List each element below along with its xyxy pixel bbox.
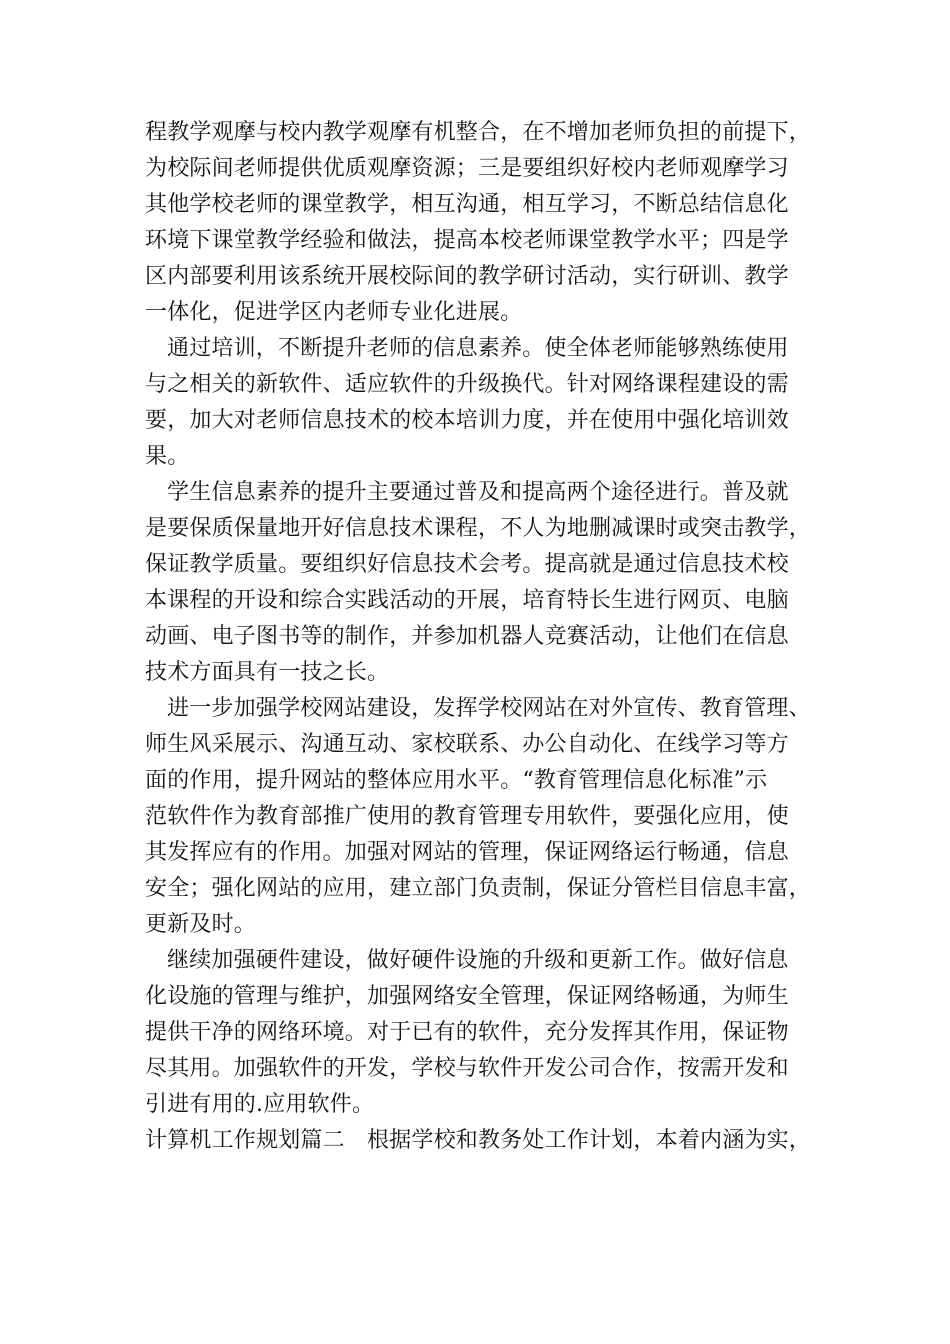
paragraph-4 (145, 691, 815, 943)
text-line: 通过培训，不断提升老师的信息素养。使全体老师能够熟练使用 (167, 336, 789, 361)
paragraph-1 (145, 115, 815, 331)
text-line: 其他学校老师的课堂教学，相互沟通，相互学习，不断总结信息化 (145, 192, 789, 217)
text-line: 范软件作为教育部推广使用的教育管理专用软件，要强化应用，使 (145, 804, 789, 829)
text-line: 学生信息素养的提升主要通过普及和提高两个途径进行。普及就 (167, 480, 789, 505)
paragraph-2 (145, 331, 815, 475)
text-line: 技术方面具有一技之长。 (145, 660, 390, 685)
document-body (145, 115, 815, 1159)
text-line: 师生风采展示、沟通互动、家校联系、办公自动化、在线学习等方 (145, 732, 789, 757)
text-line: 本课程的开设和综合实践活动的开展，培育特长生进行网页、电脑 (145, 588, 789, 613)
text-line: 动画、电子图书等的制作，并参加机器人竞赛活动，让他们在信息 (145, 624, 789, 649)
text-line: 安全；强化网站的应用，建立部门负责制，保证分管栏目信息丰富， (145, 876, 812, 901)
text-line: 是要保质保量地开好信息技术课程，不人为地删减课时或突击教学， (145, 516, 812, 541)
text-line: 面的作用，提升网站的整体应用水平。“教育管理信息化标准”示 (145, 768, 768, 793)
text-line: 果。 (145, 444, 190, 469)
paragraph-5 (145, 943, 815, 1123)
text-line: 一体化，促进学区内老师专业化进展。 (145, 300, 523, 325)
text-line: 为校际间老师提供优质观摩资源；三是要组织好校内老师观摩学习 (145, 156, 789, 181)
paragraph-3 (145, 475, 815, 691)
text-line: 环境下课堂教学经验和做法，提高本校老师课堂教学水平；四是学 (145, 228, 789, 253)
text-line: 区内部要利用该系统开展校际间的教学研讨活动，实行研训、教学 (145, 264, 789, 289)
text-line: 计算机工作规划篇二 根据学校和教务处工作计划，本着内涵为实， (145, 1128, 812, 1153)
text-line: 尽其用。加强软件的开发，学校与软件开发公司合作，按需开发和 (145, 1056, 789, 1081)
text-line: 更新及时。 (145, 912, 257, 937)
text-line: 与之相关的新软件、适应软件的升级换代。针对网络课程建设的需 (145, 372, 789, 397)
text-line: 提供干净的网络环境。对于已有的软件，充分发挥其作用，保证物 (145, 1020, 789, 1045)
text-line: 保证教学质量。要组织好信息技术会考。提高就是通过信息技术校 (145, 552, 789, 577)
text-line: 进一步加强学校网站建设，发挥学校网站在对外宣传、教育管理、 (167, 696, 811, 721)
text-line: 程教学观摩与校内教学观摩有机整合，在不增加老师负担的前提下， (145, 120, 812, 145)
paragraph-6-section-heading (145, 1123, 815, 1159)
text-line: 要，加大对老师信息技术的校本培训力度，并在使用中强化培训效 (145, 408, 789, 433)
text-line: 引进有用的.应用软件。 (145, 1092, 375, 1117)
text-line: 继续加强硬件建设，做好硬件设施的升级和更新工作。做好信息 (167, 948, 789, 973)
text-line: 化设施的管理与维护，加强网络安全管理，保证网络畅通，为师生 (145, 984, 789, 1009)
text-line: 其发挥应有的作用。加强对网站的管理，保证网络运行畅通，信息 (145, 840, 789, 865)
